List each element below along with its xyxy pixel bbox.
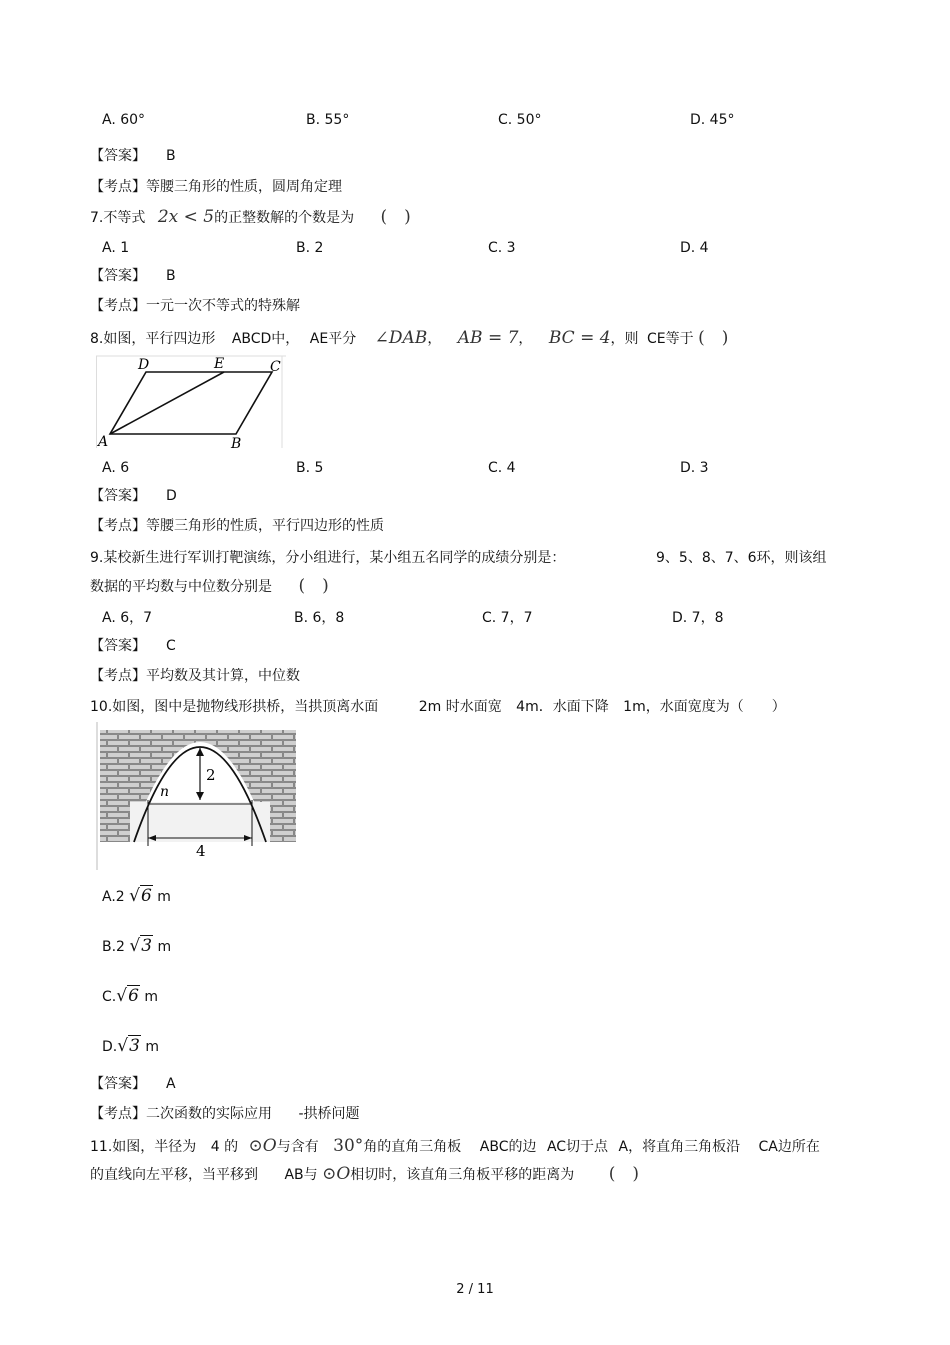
q11-question-line2 bbox=[90, 1164, 639, 1185]
topic-label: 【考点】 bbox=[90, 179, 146, 195]
q9-bracket: ( ) bbox=[298, 576, 329, 596]
q7-option-d: D. 4 bbox=[680, 240, 709, 256]
q8-option-b: B. 5 bbox=[296, 460, 324, 476]
q8-comma: ， bbox=[427, 331, 442, 347]
radicand: 3 bbox=[129, 1036, 140, 1056]
q10-option-d bbox=[102, 1036, 159, 1057]
option-prefix: B.2 bbox=[102, 939, 125, 955]
q7-option-c: C. 3 bbox=[488, 240, 516, 256]
q8-question bbox=[90, 328, 728, 349]
q8-prefix: 8.如图，平行四边形 bbox=[90, 331, 216, 347]
q11-line2-a: 的直线向左平移，当平移到 bbox=[90, 1167, 258, 1183]
q7-question bbox=[90, 207, 411, 228]
answer-value: B bbox=[166, 148, 176, 164]
arch-bridge-figure bbox=[96, 722, 302, 872]
q11-part-b: 4 的 bbox=[210, 1139, 239, 1155]
q11-part-d: 角的直角三角板 bbox=[363, 1139, 462, 1155]
q8-bc: BC = 4 bbox=[548, 328, 611, 348]
sqrt-icon: √3 bbox=[129, 936, 153, 956]
option-prefix: C. bbox=[102, 989, 117, 1005]
q8-angle: ∠DAB bbox=[374, 328, 428, 348]
q9-option-c: C. 7，7 bbox=[482, 610, 533, 626]
q11-part-a: 11.如图，半径为 bbox=[90, 1139, 197, 1155]
option-unit: m bbox=[145, 1039, 159, 1055]
answer-value: B bbox=[166, 268, 176, 284]
q11-angle: 30° bbox=[333, 1136, 364, 1156]
radicand: 3 bbox=[141, 936, 153, 956]
q9-question-line2 bbox=[90, 576, 329, 597]
label-c: C bbox=[270, 359, 281, 375]
q11-part-c: 与含有 bbox=[276, 1139, 319, 1155]
q9-option-d: D. 7，8 bbox=[672, 610, 724, 626]
q9-option-a: A. 6，7 bbox=[102, 610, 153, 626]
label-a: A bbox=[98, 434, 109, 450]
option-unit: m bbox=[144, 989, 158, 1005]
q8-answer-line bbox=[90, 486, 177, 506]
radicand: 6 bbox=[141, 886, 152, 906]
answer-value: A bbox=[166, 1076, 176, 1092]
q10-part-b: 2m 时水面宽 bbox=[418, 699, 502, 715]
q10-option-b bbox=[102, 936, 171, 957]
radicand: 6 bbox=[128, 986, 139, 1006]
option-unit: m bbox=[157, 889, 171, 905]
answer-label: 【答案】 bbox=[90, 488, 146, 504]
q7-suffix: 的正整数解的个数是为 bbox=[214, 210, 355, 226]
answer-label: 【答案】 bbox=[90, 638, 146, 654]
q6-option-b: B. 55° bbox=[306, 112, 350, 128]
q11-part-f: AC切于点 bbox=[546, 1139, 609, 1155]
label-height: 2 bbox=[206, 766, 216, 784]
circle-o-symbol: ⊙O bbox=[248, 1136, 277, 1156]
answer-value: C bbox=[166, 638, 176, 654]
q7-topic-line bbox=[90, 296, 300, 316]
q11-bracket: ( ) bbox=[608, 1164, 639, 1184]
sqrt-icon: √3 bbox=[117, 1036, 140, 1056]
q9-topic-line bbox=[90, 666, 300, 686]
topic-text: 平均数及其计算，中位数 bbox=[146, 668, 300, 684]
q6-topic-line bbox=[90, 177, 342, 197]
q10-question bbox=[90, 697, 786, 717]
sqrt-icon: √6 bbox=[116, 986, 139, 1006]
topic-text: 等腰三角形的性质，圆周角定理 bbox=[146, 179, 342, 195]
q10-topic-line bbox=[90, 1104, 360, 1124]
answer-label: 【答案】 bbox=[90, 1076, 146, 1092]
q9-question-line1b: 9、5、8、7、6环，则该组 bbox=[656, 550, 827, 566]
answer-label: 【答案】 bbox=[90, 268, 146, 284]
q7-option-b: B. 2 bbox=[296, 240, 324, 256]
q8-abcd: ABCD中， bbox=[231, 331, 300, 347]
q11-part-e: ABC的边 bbox=[479, 1139, 537, 1155]
q8-bracket: ( ) bbox=[698, 328, 729, 348]
option-unit: m bbox=[157, 939, 172, 955]
q9-option-b: B. 6，8 bbox=[294, 610, 345, 626]
topic-text-2: -拱桥问题 bbox=[298, 1106, 360, 1122]
q7-prefix: 7.不等式 bbox=[90, 210, 146, 226]
label-b: B bbox=[231, 436, 242, 450]
q11-part-h: CA边所在 bbox=[758, 1139, 820, 1155]
q10-part-a: 10.如图，图中是抛物线形拱桥，当拱顶离水面 bbox=[90, 699, 379, 715]
sqrt-icon: √6 bbox=[129, 886, 152, 906]
q6-option-d: D. 45° bbox=[690, 112, 735, 128]
topic-label: 【考点】 bbox=[90, 1106, 146, 1122]
q11-line2-c: 相切时，该直角三角板平移的距离为 bbox=[350, 1167, 575, 1183]
q8-option-c: C. 4 bbox=[488, 460, 516, 476]
q11-part-g: A，将直角三角板沿 bbox=[618, 1139, 741, 1155]
q7-bracket: ( ) bbox=[380, 207, 411, 227]
q6-option-c: C. 50° bbox=[498, 112, 542, 128]
q7-answer-line bbox=[90, 266, 176, 286]
q11-line2-b: AB与 bbox=[284, 1167, 318, 1183]
q10-option-a bbox=[102, 886, 171, 907]
q7-option-a: A. 1 bbox=[102, 240, 130, 256]
q8-option-d: D. 3 bbox=[680, 460, 709, 476]
label-n: n bbox=[160, 784, 170, 800]
topic-label: 【考点】 bbox=[90, 518, 146, 534]
q9-line2-text: 数据的平均数与中位数分别是 bbox=[90, 579, 272, 595]
q11-question-line1 bbox=[90, 1136, 820, 1157]
option-prefix: D. bbox=[102, 1039, 118, 1055]
q8-option-a: A. 6 bbox=[102, 460, 130, 476]
topic-text: 二次函数的实际应用 bbox=[146, 1106, 272, 1122]
q8-topic-line bbox=[90, 516, 384, 536]
q10-part-c: 4m．水面下降 bbox=[516, 699, 609, 715]
answer-label: 【答案】 bbox=[90, 148, 146, 164]
q10-part-d: 1m，水面宽度为（ ） bbox=[623, 699, 786, 715]
q10-answer-line bbox=[90, 1074, 176, 1094]
circle-o-symbol: ⊙O bbox=[322, 1164, 351, 1184]
parallelogram-figure bbox=[96, 354, 286, 450]
topic-label: 【考点】 bbox=[90, 668, 146, 684]
q9-question-line1a: 9.某校新生进行军训打靶演练，分小组进行，某小组五名同学的成绩分别是： bbox=[90, 550, 566, 566]
option-prefix: A.2 bbox=[102, 889, 125, 905]
label-d: D bbox=[138, 357, 150, 373]
q7-formula: 2x < 5 bbox=[157, 207, 215, 227]
topic-text: 一元一次不等式的特殊解 bbox=[146, 298, 300, 314]
q8-comma: ， bbox=[518, 331, 533, 347]
q8-ab: AB = 7 bbox=[457, 328, 519, 348]
q6-option-a: A. 60° bbox=[102, 112, 146, 128]
q10-option-c bbox=[102, 986, 158, 1007]
topic-label: 【考点】 bbox=[90, 298, 146, 314]
label-e: E bbox=[214, 356, 225, 372]
label-width: 4 bbox=[196, 842, 206, 860]
q8-ae: AE平分 bbox=[309, 331, 357, 347]
page-number: 2 / 11 bbox=[456, 1282, 494, 1297]
topic-text: 等腰三角形的性质，平行四边形的性质 bbox=[146, 518, 384, 534]
q8-then: ，则 bbox=[610, 331, 639, 347]
answer-value: D bbox=[166, 488, 177, 504]
q6-answer-line bbox=[90, 146, 176, 166]
q9-answer-line bbox=[90, 636, 176, 656]
q8-ce: CE等于 bbox=[647, 331, 694, 347]
